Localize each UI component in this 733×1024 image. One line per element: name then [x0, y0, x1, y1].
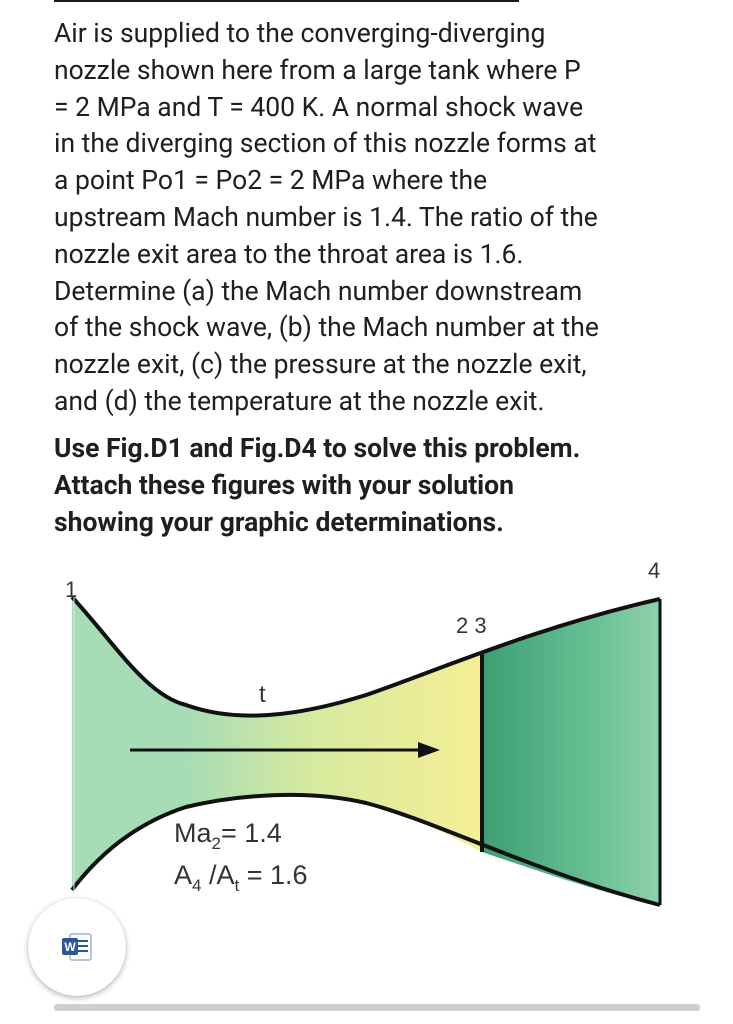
problem-line: nozzle shown here from a large tank where P: [54, 54, 581, 86]
nozzle-diagram: [36, 555, 700, 907]
throat-label: t: [259, 681, 266, 708]
nozzle-inlet-region: [72, 597, 186, 890]
bottom-divider: [54, 1004, 700, 1011]
problem-line: upstream Mach number is 1.4. The ratio of the: [54, 201, 598, 233]
problem-line: nozzle exit area to the throat area is 1.6.: [54, 238, 524, 270]
problem-line: nozzle exit, (c) the pressure at the nozzle exit,: [54, 349, 587, 381]
area-ratio-annotation: $A_4$ $/A_t = 1.6$: [174, 860, 308, 895]
top-divider: [54, 0, 519, 2]
station-1-label: 1: [65, 577, 78, 602]
word-icon-letter: W: [64, 940, 76, 954]
problem-line: of the shock wave, (b) the Mach number at the: [54, 312, 599, 344]
problem-line: Air is supplied to the converging-diverging: [54, 18, 546, 49]
problem-statement: [54, 16, 714, 421]
problem-line: = 2 MPa and T = 400 K. A normal shock wave: [54, 91, 584, 123]
word-document-icon: [61, 932, 93, 962]
instruction-text: [54, 431, 714, 541]
instruction-line: Use Fig.D1 and Fig.D4 to solve this problem.: [54, 433, 581, 464]
station-4-label: 4: [648, 558, 661, 583]
mach-annotation: $Ma_2= 1.4$: [174, 818, 282, 853]
instruction-line: showing your graphic determinations.: [54, 506, 504, 538]
problem-line: Determine (a) the Mach number downstream: [54, 275, 583, 307]
problem-line: in the diverging section of this nozzle forms at: [54, 128, 597, 160]
instruction-line: Attach these figures with your solution: [54, 469, 514, 501]
station-23-label: 2 3: [456, 613, 487, 638]
problem-line: a point Po1 = Po2 = 2 MPa where the: [54, 165, 488, 197]
word-attachment-button[interactable]: [28, 898, 126, 996]
problem-line: and (d) the temperature at the nozzle exit.: [54, 385, 545, 417]
